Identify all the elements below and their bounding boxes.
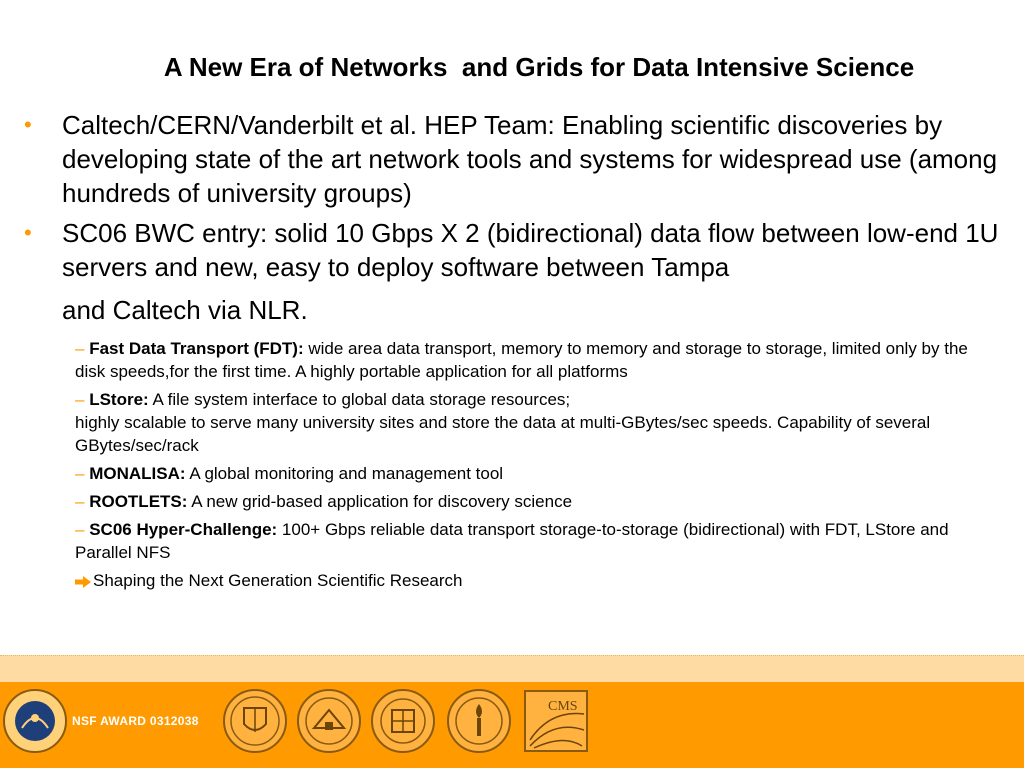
slide-title: A New Era of Networks and Grids for Data Intensive Science xyxy=(163,52,915,82)
sub-item-text: wide area data transport, memory to memory and storage to storage, limited only by the disk speeds,for the first time. A highly portable application for all platforms xyxy=(75,339,968,381)
florida-state-university-seal xyxy=(370,688,436,754)
sub-item-label: SC06 Hyper-Challenge: xyxy=(89,520,278,539)
footer-band xyxy=(0,655,1024,683)
sub-item-label: MONALISA: xyxy=(89,464,186,483)
dash-marker: – xyxy=(75,492,85,511)
bullet-text: Caltech/CERN/Vanderbilt et al. HEP Team: Enabling scientific discoveries by developing state of the art network tools and systems for widespread use (among hundreds of university groups) xyxy=(62,110,998,208)
dash-marker: – xyxy=(75,390,85,409)
sub-item-rootlets xyxy=(75,490,975,513)
sub-item-label: Fast Data Transport (FDT): xyxy=(89,339,304,358)
dash-marker: – xyxy=(75,520,85,539)
sub-item-lstore xyxy=(75,388,975,457)
sub-item-hyper-challenge xyxy=(75,518,975,564)
vanderbilt-seal xyxy=(222,688,288,754)
sub-item-text: A file system interface to global data storage resources; xyxy=(148,390,571,409)
bullet-item xyxy=(24,108,1004,210)
university-of-florida-seal xyxy=(296,688,362,754)
sub-item-fdt xyxy=(75,337,975,383)
right-arrow-icon xyxy=(75,576,91,588)
cms-logo xyxy=(524,690,588,752)
svg-text:CMS: CMS xyxy=(548,699,578,714)
conclusion-item xyxy=(75,569,975,592)
nsf-logo xyxy=(2,688,68,754)
bullet-marker: • xyxy=(24,112,32,137)
sub-item-text: A new grid-based application for discovery science xyxy=(187,492,573,511)
award-text: NSF AWARD 0312038 xyxy=(72,714,199,728)
caltech-seal xyxy=(446,688,512,754)
sub-item-text: A global monitoring and management tool xyxy=(185,464,504,483)
bullet-list xyxy=(24,108,1004,333)
bullet-item xyxy=(24,216,1004,327)
sub-item-text: 100+ Gbps reliable data transport storage-to-storage (bidirectional) with FDT, LStore and Parallel NFS xyxy=(75,520,949,562)
bullet-text: SC06 BWC entry: solid 10 Gbps X 2 (bidirectional) data flow between low-end 1U servers and new, easy to deploy software between Tampa xyxy=(62,218,999,282)
sub-item-text-continued: highly scalable to serve many university sites and store the data at multi-GBytes/sec speeds. Capability of several GBytes/sec/rack xyxy=(75,413,931,455)
sub-item-label: ROOTLETS: xyxy=(89,492,188,511)
sub-item-list xyxy=(75,337,975,597)
dash-marker: – xyxy=(75,339,85,358)
sub-item-monalisa xyxy=(75,462,975,485)
dash-marker: – xyxy=(75,464,85,483)
bullet-marker: • xyxy=(24,220,32,245)
sub-item-label: LStore: xyxy=(89,390,149,409)
conclusion-text: Shaping the Next Generation Scientific Research xyxy=(93,571,463,590)
bullet-continuation: and Caltech via NLR. xyxy=(62,295,308,325)
